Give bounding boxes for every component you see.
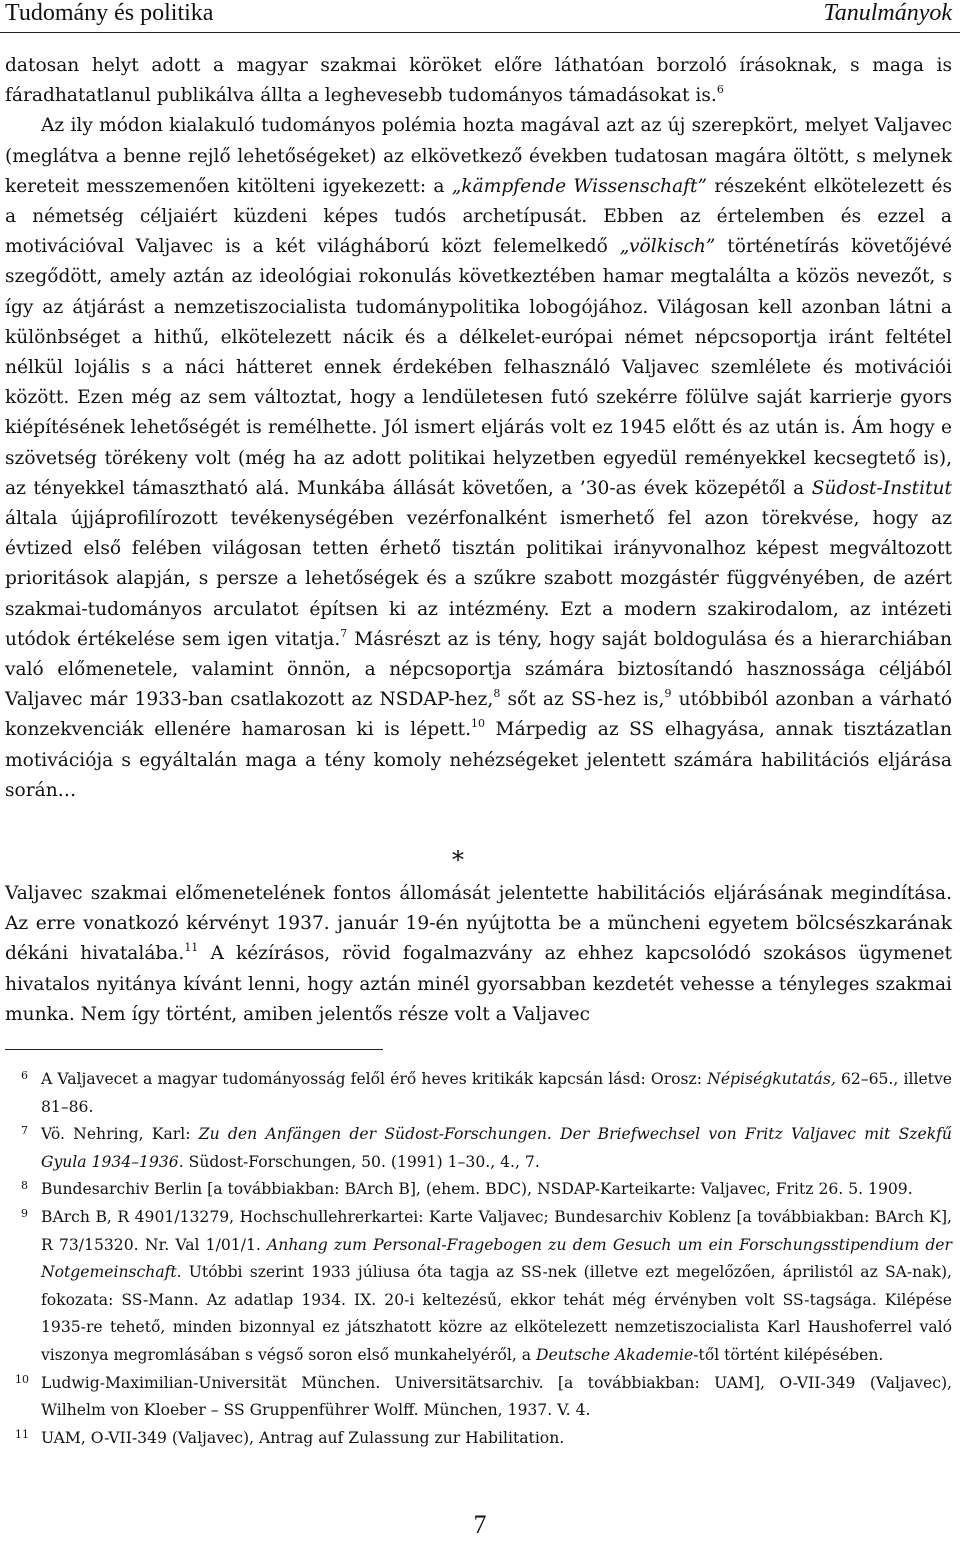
section-name: Tanulmányok (823, 0, 952, 26)
footnote-number: 8 (21, 1179, 28, 1193)
main-text (5, 51, 952, 806)
footnote-11: 11 UAM, O-VII-349 (Valjavec), Antrag auf Zulassung zur Habilitation. (0, 1425, 952, 1453)
footnote-ref-10[interactable]: 10 (471, 717, 485, 731)
footnote-9: 9 BArch B, R 4901/13279, Hochschullehrerkartei: Karte Valjavec; Bundesarchiv Koblenz [a továbbiakban: BArch K], R 73/15320. Nr. Val 1/01/1. Anhang zum Personal-Fragebogen zu dem Gesuch um ein Forschungsstipendium der Notgemeinschaft. Utóbbi szerint 1933 júliusa óta tagja az SS-nek (illetve ezt megelőzően, áprilistól az SA-nak), fokozata: SS-Mann. Az adatlap 1934. IX. 20-i keltezésű, ekkor tehát még érvényben volt SS-tagsága. Kilépése 1935-re tehető, minden bizonnyal ez játszhatott közre az elkötelezett nemzetiszocialista Karl Haushoferrel való viszonya megromlásában s végső soron első munkahelyéről, a Deutsche Akademie-től történt kilépésében. (0, 1204, 952, 1370)
footnote-number: 9 (21, 1206, 28, 1220)
footnote-10: 10 Ludwig-Maximilian-Universität München. Universitätsarchiv. [a továbbiakban: UAM], O-VII-349 (Valjavec), Wilhelm von Kloeber – SS Gruppenführer Wolff. München, 1937. V. 4. (0, 1370, 952, 1425)
footnotes (0, 1066, 952, 1452)
footnote-ref-6[interactable]: 6 (716, 83, 724, 97)
paragraph-3: Valjavec szakmai előmenetelének fontos állomását jelentette habilitációs eljárásának megindítása. Az erre vonatkozó kérvényt 1937. január 19-én nyújtotta be a müncheni egyetem bölcsészkarának dékáni hivatalába.$^{11}$ A kézírásos, rövid fogalmazvány az ehhez kapcsolódó szokásos ügymenet hivatalos nyitánya kívánt lenni, hogy aztán minél gyorsabban kezdetét vehesse a tényleges szakmai munka. Nem így történt, amiben jelentős része volt a Valjavec (5, 883, 952, 1025)
paragraph-1: datosan helyt adott a magyar szakmai köröket előre láthatóan borzoló írásoknak, s maga is fáradhatatlanul publikálva állta a leghevesebb tudományos támadásokat is.$^6$ (5, 55, 952, 107)
footnote-number: 7 (21, 1124, 28, 1138)
footnote-ref-11[interactable]: 11 (184, 941, 199, 955)
footnote-ref-7[interactable]: 7 (340, 626, 348, 640)
main-text-continued (5, 879, 952, 1030)
footnote-ref-8[interactable]: 8 (493, 687, 501, 701)
paragraph-2: Az ily módon kialakuló tudományos polémia hozta magával azt az új szerepkört, melyet Valjavec (meglátva a benne rejlő lehetőségeket) az elkövetkező években tudatosan magára öltött, s melynek kereteit messzemenően kitölteni igyekezett: a „kämpfende Wissenschaft” részeként elkötelezett és a németség céljaiért küzdeni képes tudós archetípusát. Ebben az értelemben és ezzel a motivációval Valjavec is a két világháború közt felemelkedő „völkisch” történetírás követőjévé szegődött, amely aztán az ideológiai rokonulás következtében hamar megtalálta a közös nevezőt, s így az átjárást a nemzetiszocialista tudománypolitika lobogójához. Világosan kell azonban látni a különbséget a hithű, elkötelezett nácik és a délkelet-európai német népcsoportja iránt feltétel nélkül lojális s a náci hátteret ennek érdekében felhasználó Valjavec szemlélete és motivációi között. Ezen még az sem változtat, hogy a lendületesen futó szekérre fölülve saját karrierje gyors kiépítésének lehetőségét is remélhette. Jól ismert eljárás volt ez 1945 előtt és az után is. Ám hogy e szövetség törékeny volt (még ha az adott politikai helyzetben egyedül reményekkel kecsegtető is), az tényekkel támasztható alá. Munkába állását követően, a ’30-as évek közepétől a Südost-Institut általa újjáprofilírozott tevékenységében vezérfonalként ismerhető fel azon törekvése, hogy az évtized első felében világosan tetten érhető tisztán politikai irányvonalhoz képest megváltozott prioritások alapján, s persze a lehetőségek és a szűkre szabott mozgástér függvényében, de azért szakmai-tudományos arculatot építsen ki az intézmény. Ezt a modern szakirodalom, az intézeti utódok értékelése sem igen vitatja.$^7$ Másrészt az is tény, hogy saját boldogulása és a hierarchiában való előmenetele, valamint önnön, a népcsoportja számára biztosítandó hasznossága céljából Valjavec már 1933-ban csatlakozott az NSDAP-hez,$^8$ sőt az SS-hez is,$^9$ utóbbiból azonban a várható konzekvenciák ellenére hamarosan ki is lépett.$^{10}$ Márpedig az SS elhagyása, annak tisztázatlan motivációja s egyáltalán maga a tény komoly nehézségeket jelentett számára habilitációs eljárása során… (5, 115, 953, 801)
footnote-divider (5, 1049, 383, 1050)
footnote-number: 10 (15, 1372, 29, 1386)
footnote-8: 8 Bundesarchiv Berlin [a továbbiakban: BArch B], (ehem. BDC), NSDAP-Karteikarte: Valjavec, Fritz 26. 5. 1909. (0, 1176, 952, 1204)
footnote-7: 7 Vö. Nehring, Karl: Zu den Anfängen der Südost-Forschungen. Der Briefwechsel von Fritz Valjavec mit Szekfű Gyula 1934–1936. Südost-Forschungen, 50. (1991) 1–30., 4., 7. (0, 1121, 952, 1176)
footnote-ref-9[interactable]: 9 (664, 687, 672, 701)
section-separator: * (452, 846, 464, 874)
running-header (0, 0, 960, 33)
footnote-number: 6 (21, 1069, 28, 1082)
footnote-number: 11 (15, 1427, 29, 1441)
journal-title: Tudomány és politika (5, 0, 214, 26)
footnote-6: 6 A Valjavecet a magyar tudományosság felől érő heves kritikák kapcsán lásd: Orosz: Népiségkutatás, 62–65., illetve 81–86. (0, 1066, 952, 1121)
page-number: 7 (473, 1510, 487, 1539)
